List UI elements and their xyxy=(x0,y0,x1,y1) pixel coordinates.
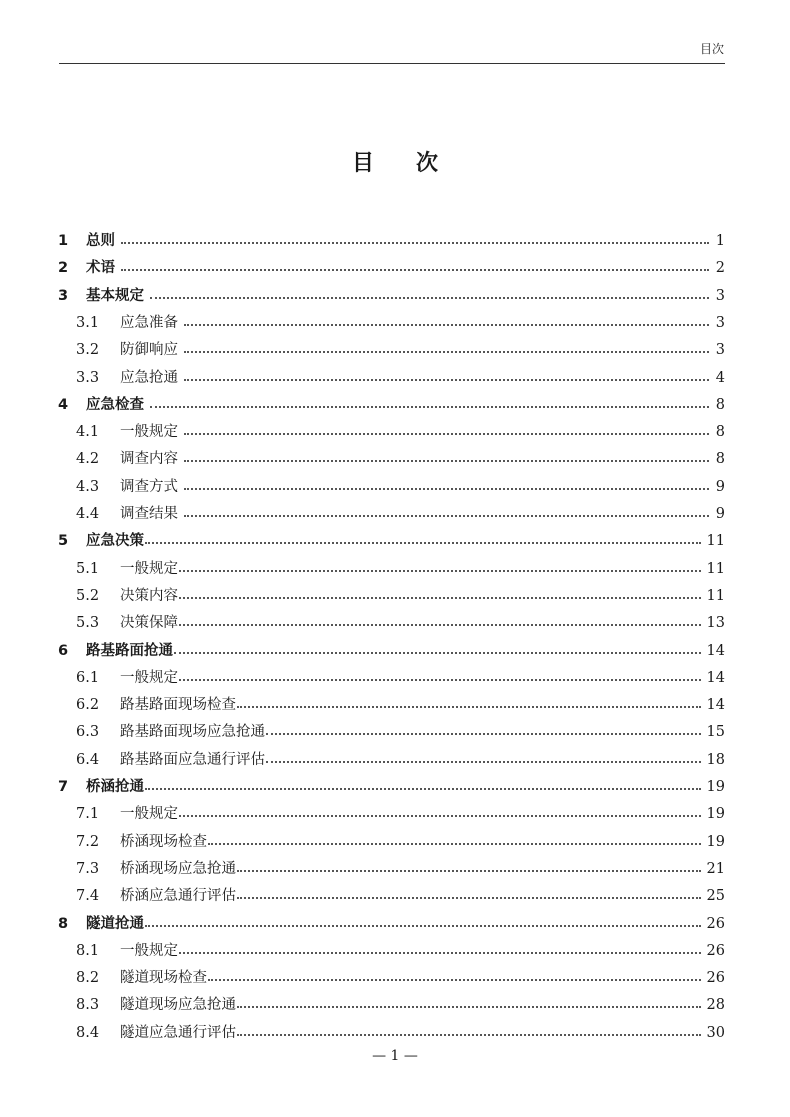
toc-entry-number: 4.2 xyxy=(76,451,100,468)
toc-dot-leader xyxy=(184,351,709,353)
toc-entry-number: 8.2 xyxy=(76,970,100,987)
toc-entry-title: 桥涵应急通行评估 xyxy=(120,888,236,905)
toc-dot-leader xyxy=(208,979,701,981)
toc-entry-title: 隧道现场检查 xyxy=(120,970,207,987)
toc-dot-leader xyxy=(174,652,701,654)
toc-entry-number: 2 xyxy=(58,260,69,277)
toc-entry-page: 13 xyxy=(706,615,725,632)
toc-dot-leader xyxy=(184,488,709,490)
toc-dot-leader xyxy=(150,297,709,299)
toc-entry-page: 8 xyxy=(715,451,725,468)
toc-dot-leader xyxy=(179,815,701,817)
toc-entry-page: 8 xyxy=(715,424,725,441)
toc-entry-title: 路基路面现场检查 xyxy=(120,697,236,714)
toc-dot-leader xyxy=(179,597,701,599)
toc-entry-number: 5.3 xyxy=(76,615,100,632)
toc-entry-title: 决策保障 xyxy=(120,615,178,632)
toc-section-row[interactable] xyxy=(76,856,725,882)
toc-dot-leader xyxy=(179,679,701,681)
toc-entry-page: 3 xyxy=(715,287,725,304)
toc-dot-leader xyxy=(266,733,701,735)
toc-section-row[interactable] xyxy=(76,883,725,909)
toc-entry-page: 18 xyxy=(706,751,725,768)
toc-section-row[interactable] xyxy=(76,474,725,500)
toc-entry-title: 路基路面现场应急抢通 xyxy=(120,724,265,741)
toc-entry-number: 7.2 xyxy=(76,833,100,850)
toc-section-row[interactable] xyxy=(76,610,725,636)
toc-chapter-row[interactable] xyxy=(58,255,725,281)
toc-entry-page: 2 xyxy=(715,260,725,277)
toc-entry-page: 14 xyxy=(706,669,725,686)
toc-dot-leader xyxy=(237,706,701,708)
toc-entry-page: 21 xyxy=(706,860,725,877)
toc-entry-title: 一般规定 xyxy=(120,669,178,686)
toc-entry-page: 1 xyxy=(715,233,725,249)
toc-entry-number: 5 xyxy=(58,533,69,550)
toc-section-row[interactable] xyxy=(76,801,725,827)
toc-dot-leader xyxy=(237,1006,701,1008)
toc-entry-title: 基本规定 xyxy=(86,287,144,304)
toc-entry-title: 术语 xyxy=(86,260,115,277)
toc-entry-number: 4.4 xyxy=(76,506,100,522)
toc-dot-leader xyxy=(208,843,701,845)
toc-entry-number: 7.4 xyxy=(76,888,100,905)
toc-entry-title: 调查方式 xyxy=(120,478,178,495)
toc-entry-number: 5.1 xyxy=(76,560,100,577)
toc-dot-leader xyxy=(121,242,709,244)
toc-entry-page: 14 xyxy=(706,697,725,714)
toc-entry-title: 一般规定 xyxy=(120,424,178,441)
toc-chapter-row[interactable] xyxy=(58,228,725,254)
page-title: 目次 xyxy=(351,151,480,176)
toc-dot-leader xyxy=(179,570,701,572)
toc-dot-leader xyxy=(179,952,701,954)
toc-entry-page: 11 xyxy=(706,560,725,577)
toc-entry-page: 8 xyxy=(715,396,725,413)
toc-section-row[interactable] xyxy=(76,337,725,363)
toc-dot-leader xyxy=(266,761,701,763)
toc-entry-page: 25 xyxy=(706,888,725,905)
toc-dot-leader xyxy=(145,925,701,927)
toc-section-row[interactable] xyxy=(76,1020,725,1046)
toc-entry-number: 6 xyxy=(58,642,69,659)
toc-entry-title: 桥涵现场检查 xyxy=(120,833,207,850)
toc-entry-page: 19 xyxy=(706,779,725,795)
toc-dot-leader xyxy=(184,460,709,462)
toc-section-row[interactable] xyxy=(76,829,725,855)
toc-entry-title: 总则 xyxy=(86,233,115,249)
toc-chapter-row[interactable] xyxy=(58,774,725,800)
toc-entry-title: 一般规定 xyxy=(120,942,178,959)
toc-chapter-row[interactable] xyxy=(58,528,725,554)
toc-dot-leader xyxy=(237,870,701,872)
toc-entry-number: 5.2 xyxy=(76,587,100,604)
toc-entry-title: 路基路面抢通 xyxy=(86,642,173,659)
toc-entry-number: 7.1 xyxy=(76,806,100,823)
toc-entry-page: 9 xyxy=(715,478,725,495)
toc-entry-title: 应急检查 xyxy=(86,396,144,413)
toc-entry-number: 8 xyxy=(58,915,69,932)
toc-entry-number: 3 xyxy=(58,287,69,304)
toc-entry-page: 9 xyxy=(715,506,725,522)
toc-entry-number: 7 xyxy=(58,779,69,795)
toc-chapter-row[interactable] xyxy=(58,638,725,664)
toc-entry-page: 4 xyxy=(715,369,725,386)
toc-chapter-row[interactable] xyxy=(58,392,725,418)
toc-entry-title: 隧道抢通 xyxy=(86,915,144,932)
toc-dot-leader xyxy=(145,542,701,544)
toc-entry-number: 4.1 xyxy=(76,424,100,441)
toc-dot-leader xyxy=(179,624,701,626)
toc-entry-page: 26 xyxy=(706,942,725,959)
toc-section-row[interactable] xyxy=(76,556,725,582)
toc-dot-leader xyxy=(121,269,709,271)
page-number: — 1 — xyxy=(372,1048,418,1064)
toc-section-row[interactable] xyxy=(76,938,725,964)
toc-entry-page: 11 xyxy=(706,587,725,604)
toc-section-row[interactable] xyxy=(76,965,725,991)
toc-section-row[interactable] xyxy=(76,719,725,745)
toc-dot-leader xyxy=(184,433,709,435)
toc-dot-leader xyxy=(237,1034,701,1036)
toc-entry-number: 4.3 xyxy=(76,478,100,495)
toc-entry-title: 一般规定 xyxy=(120,806,178,823)
toc-section-row[interactable] xyxy=(76,310,725,336)
toc-section-row[interactable] xyxy=(76,747,725,773)
toc-entry-number: 7.3 xyxy=(76,860,100,877)
toc-entry-title: 隧道现场应急抢通 xyxy=(120,997,236,1014)
toc-entry-number: 8.4 xyxy=(76,1024,100,1041)
toc-entry-number: 8.1 xyxy=(76,942,100,959)
toc-dot-leader xyxy=(145,788,701,790)
toc-section-row[interactable] xyxy=(76,419,725,445)
toc-section-row[interactable] xyxy=(76,583,725,609)
toc-entry-title: 防御响应 xyxy=(120,342,178,359)
toc-entry-page: 3 xyxy=(715,314,725,331)
toc-dot-leader xyxy=(184,324,709,326)
toc-section-row[interactable] xyxy=(76,665,725,691)
toc-entry-number: 6.1 xyxy=(76,669,100,686)
toc-entry-title: 路基路面应急通行评估 xyxy=(120,751,265,768)
toc-chapter-row[interactable] xyxy=(58,911,725,937)
toc-section-row[interactable] xyxy=(76,365,725,391)
toc-entry-title: 应急决策 xyxy=(86,533,144,550)
toc-entry-number: 6.2 xyxy=(76,697,100,714)
toc-entry-page: 26 xyxy=(706,970,725,987)
toc-entry-number: 4 xyxy=(58,396,69,413)
toc-entry-page: 19 xyxy=(706,806,725,823)
toc-entry-title: 桥涵抢通 xyxy=(86,779,144,795)
toc-entry-title: 应急准备 xyxy=(120,314,178,331)
toc-section-row[interactable] xyxy=(76,501,725,527)
toc-entry-page: 11 xyxy=(706,533,725,550)
toc-entry-page: 15 xyxy=(706,724,725,741)
toc-dot-leader xyxy=(150,406,709,408)
toc-entry-page: 26 xyxy=(706,915,725,932)
toc-dot-leader xyxy=(184,515,709,517)
toc-entry-title: 应急抢通 xyxy=(120,369,178,386)
toc-dot-leader xyxy=(184,379,709,381)
toc-dot-leader xyxy=(237,897,701,899)
header-rule xyxy=(59,63,725,64)
toc-entry-title: 桥涵现场应急抢通 xyxy=(120,860,236,877)
toc-entry-number: 3.2 xyxy=(76,342,100,359)
toc-entry-page: 30 xyxy=(706,1024,725,1041)
toc-entry-title: 隧道应急通行评估 xyxy=(120,1024,236,1041)
toc-entry-page: 3 xyxy=(715,342,725,359)
running-header: 目次 xyxy=(699,42,724,56)
toc-entry-title: 一般规定 xyxy=(120,560,178,577)
toc-entry-number: 3.3 xyxy=(76,369,100,386)
toc-section-row[interactable] xyxy=(76,992,725,1018)
toc-entry-number: 1 xyxy=(58,233,69,249)
toc-entry-number: 8.3 xyxy=(76,997,100,1014)
toc-entry-number: 6.4 xyxy=(76,751,100,768)
toc-section-row[interactable] xyxy=(76,692,725,718)
toc-entry-page: 19 xyxy=(706,833,725,850)
toc-entry-number: 6.3 xyxy=(76,724,100,741)
toc-entry-title: 决策内容 xyxy=(120,587,178,604)
toc-section-row[interactable] xyxy=(76,446,725,472)
toc-entry-page: 28 xyxy=(706,997,725,1014)
toc-entry-page: 14 xyxy=(706,642,725,659)
toc-entry-title: 调查内容 xyxy=(120,451,178,468)
toc-entry-title: 调查结果 xyxy=(120,506,178,522)
toc-entry-number: 3.1 xyxy=(76,314,100,331)
toc-chapter-row[interactable] xyxy=(58,283,725,309)
